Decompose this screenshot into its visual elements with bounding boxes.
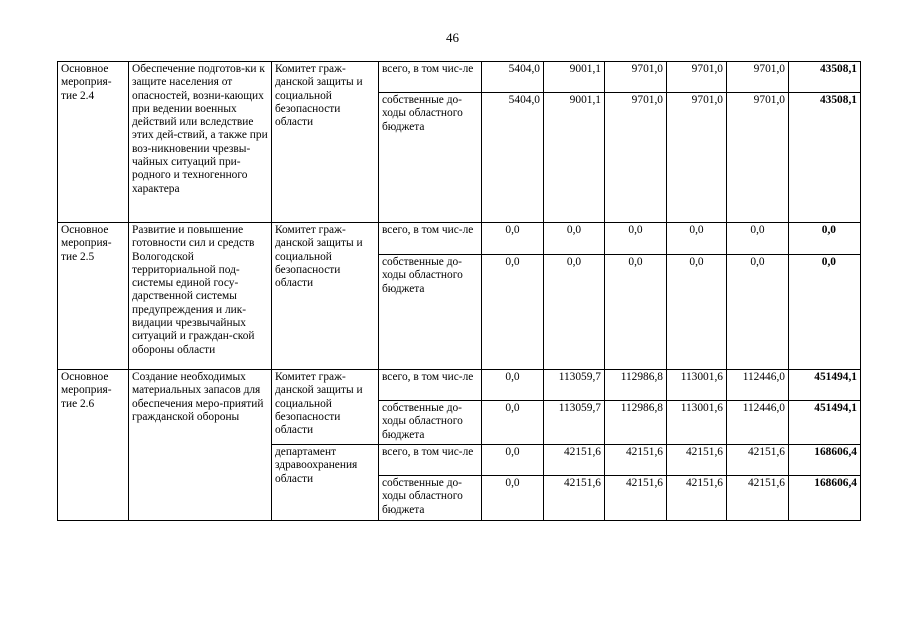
year-value: 0,0 (727, 223, 789, 255)
funding-source: всего, в том чис-ле (379, 62, 482, 93)
total-value: 451494,1 (789, 370, 861, 401)
year-value: 9701,0 (727, 62, 789, 93)
executor-name: Комитет граж-данской защиты и социальной безопасности области (272, 62, 379, 223)
year-value: 113059,7 (544, 370, 605, 401)
year-value: 42151,6 (727, 445, 789, 476)
year-value: 112446,0 (727, 370, 789, 401)
funding-source: собственные до-ходы областного бюджета (379, 255, 482, 370)
funding-source: собственные до-ходы областного бюджета (379, 401, 482, 445)
year-value: 42151,6 (667, 445, 727, 476)
year-value: 42151,6 (605, 476, 667, 521)
year-value: 42151,6 (605, 445, 667, 476)
year-value: 0,0 (482, 370, 544, 401)
year-value: 112986,8 (605, 401, 667, 445)
page-number: 46 (446, 30, 459, 45)
total-value: 0,0 (789, 223, 861, 255)
year-value: 0,0 (605, 255, 667, 370)
year-value: 9701,0 (605, 93, 667, 223)
executor-name: Комитет граж-данской защиты и социальной безопасности области (272, 370, 379, 445)
year-value: 9701,0 (667, 62, 727, 93)
year-value: 9701,0 (667, 93, 727, 223)
year-value: 42151,6 (727, 476, 789, 521)
total-value: 43508,1 (789, 93, 861, 223)
total-value: 0,0 (789, 255, 861, 370)
funding-source: всего, в том чис-ле (379, 370, 482, 401)
activity-code: Основное мероприя-тие 2.5 (58, 223, 129, 370)
program-table (57, 61, 861, 521)
funding-source: собственные до-ходы областного бюджета (379, 476, 482, 521)
year-value: 0,0 (482, 401, 544, 445)
year-value: 0,0 (482, 255, 544, 370)
year-value: 5404,0 (482, 93, 544, 223)
activity-code: Основное мероприя-тие 2.6 (58, 370, 129, 521)
year-value: 9001,1 (544, 93, 605, 223)
executor-name: Комитет граж-данской защиты и социальной безопасности области (272, 223, 379, 370)
activity-name: Создание необходимых материальных запасов для обеспечения меро-приятий гражданской обороны (129, 370, 272, 521)
year-value: 0,0 (667, 255, 727, 370)
year-value: 113001,6 (667, 401, 727, 445)
year-value: 112986,8 (605, 370, 667, 401)
activity-name: Развитие и повышение готовности сил и средств Вологодской территориальной под-системы единой госу-дарственной системы предупреждения и лик-видации чрезвычайных ситуаций и граждан-ской обороны области (129, 223, 272, 370)
funding-source: всего, в том чис-ле (379, 445, 482, 476)
year-value: 0,0 (727, 255, 789, 370)
year-value: 9701,0 (727, 93, 789, 223)
year-value: 113001,6 (667, 370, 727, 401)
year-value: 0,0 (667, 223, 727, 255)
total-value: 451494,1 (789, 401, 861, 445)
year-value: 0,0 (544, 223, 605, 255)
table-row (58, 223, 861, 255)
funding-source: всего, в том чис-ле (379, 223, 482, 255)
total-value: 168606,4 (789, 445, 861, 476)
year-value: 0,0 (482, 223, 544, 255)
activity-name: Обеспечение подготов-ки к защите населения от опасностей, возни-кающих при ведении военных действий или вследствие этих дей-ствий, а также при воз-никновении чрезвы-чайных ситуаций при-родного и техногенного характера (129, 62, 272, 223)
year-value: 0,0 (482, 445, 544, 476)
table-row (58, 370, 861, 401)
funding-source: собственные до-ходы областного бюджета (379, 93, 482, 223)
executor-name: департамент здравоохранения области (272, 445, 379, 521)
year-value: 42151,6 (544, 476, 605, 521)
year-value: 113059,7 (544, 401, 605, 445)
year-value: 42151,6 (667, 476, 727, 521)
year-value: 0,0 (544, 255, 605, 370)
year-value: 5404,0 (482, 62, 544, 93)
total-value: 43508,1 (789, 62, 861, 93)
table-row (58, 62, 861, 93)
total-value: 168606,4 (789, 476, 861, 521)
year-value: 0,0 (605, 223, 667, 255)
activity-code: Основное мероприя-тие 2.4 (58, 62, 129, 223)
year-value: 42151,6 (544, 445, 605, 476)
year-value: 112446,0 (727, 401, 789, 445)
year-value: 0,0 (482, 476, 544, 521)
year-value: 9001,1 (544, 62, 605, 93)
year-value: 9701,0 (605, 62, 667, 93)
